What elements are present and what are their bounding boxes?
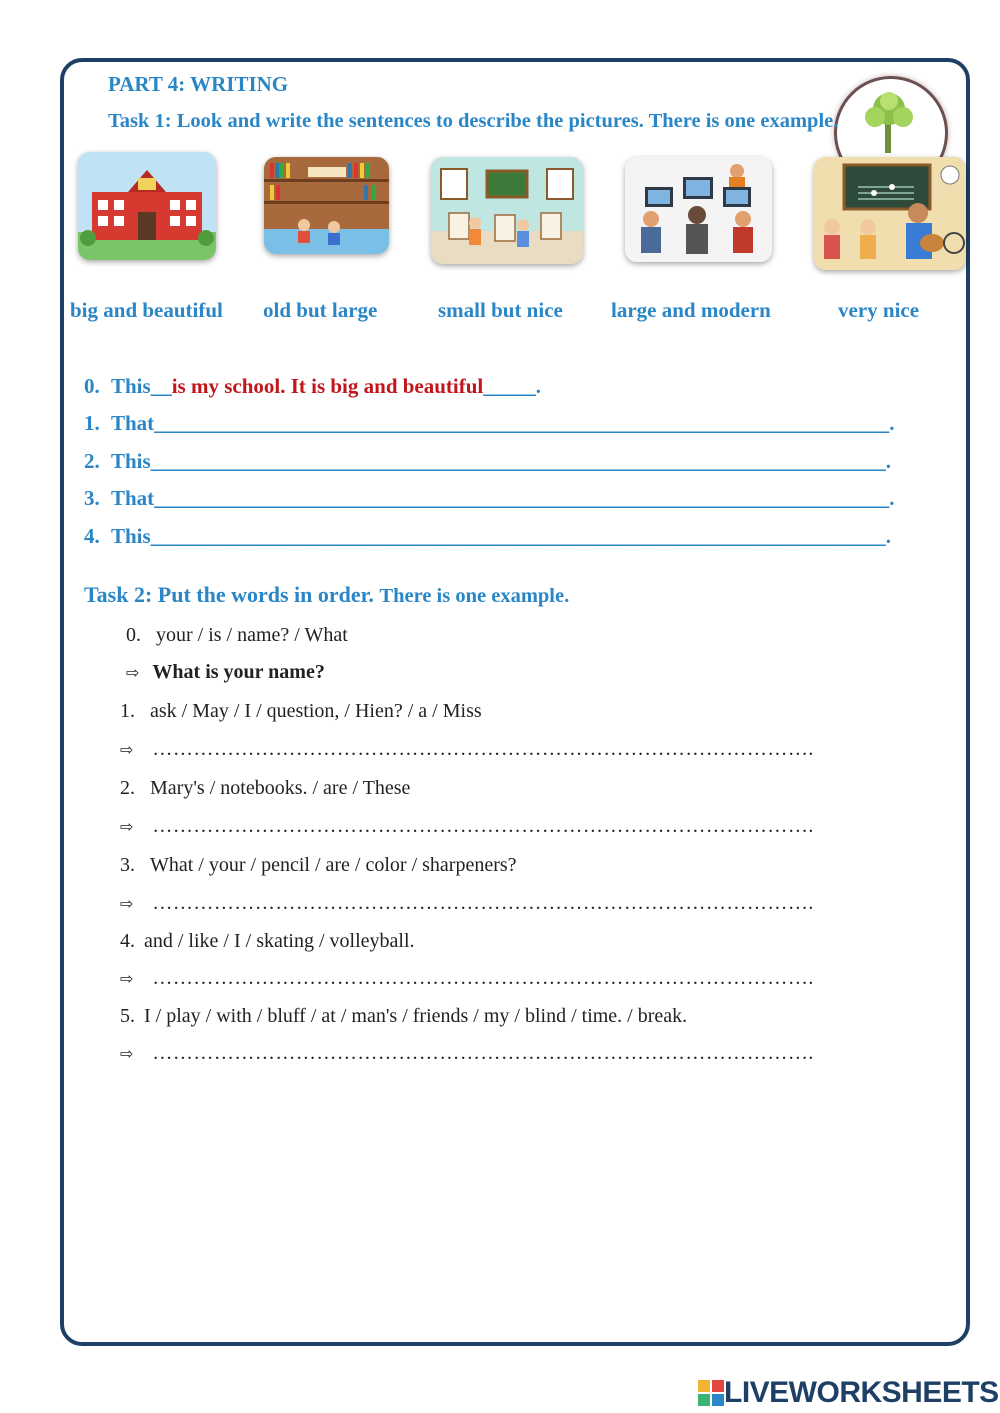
caption-5: very nice [838, 298, 920, 322]
answer-blank[interactable]: ______________________________________________________________________ [154, 411, 890, 435]
example-period: . [535, 374, 542, 398]
task1-line-3[interactable]: 3. That______________________________________________________________________. [84, 486, 895, 510]
picture-library [264, 157, 389, 254]
task2-answer-4[interactable] [120, 967, 814, 990]
task2-subtitle: There is one example. [379, 585, 570, 607]
answer-blank[interactable]: ______________________________________________________________________ [150, 449, 886, 473]
answer-blank[interactable]: ______________________________________________________________________ [154, 486, 890, 510]
arrow-icon: ⇨ [120, 969, 134, 988]
task1-title: Task 1: Look and write the sentences to describe the pictures. There is one example. [108, 110, 839, 132]
caption-1: big and beautiful [70, 298, 223, 322]
caption-4: large and modern [611, 298, 771, 322]
task1-example [84, 374, 541, 399]
liveworksheets-brand: LIVEWORKSHEETS [724, 1376, 999, 1409]
part-title: PART 4: WRITING [108, 72, 289, 96]
task2-answer-1[interactable] [120, 738, 814, 761]
task2-example-question: 0. your / is / name? / What [126, 624, 348, 646]
arrow-icon: ⇨ [120, 740, 134, 759]
task2-answer-3[interactable] [120, 892, 814, 915]
liveworksheets-icon [698, 1380, 724, 1406]
task2-question-2: 2. Mary's / notebooks. / are / These [120, 777, 411, 799]
example-answer: is my school. It is big and beautiful [171, 374, 484, 398]
task2-question-3: 3. What / your / pencil / are / color / sharpeners? [120, 854, 517, 876]
example-start: This [111, 374, 151, 398]
arrow-icon: ⇨ [120, 894, 134, 913]
example-gap: __ [150, 374, 172, 398]
answer-dots[interactable]: ……………………………………………………………………………………. [152, 815, 814, 837]
answer-dots[interactable]: ……………………………………………………………………………………. [152, 967, 814, 989]
picture-music-room [814, 157, 966, 270]
arrow-icon: ⇨ [120, 1044, 134, 1063]
liveworksheets-logo [698, 1376, 999, 1410]
task1-line-1[interactable]: 1. That______________________________________________________________________. [84, 411, 895, 435]
answer-dots[interactable]: ……………………………………………………………………………………. [152, 892, 814, 914]
picture-computer-room [625, 157, 772, 262]
task2-question-4: 4. and / like / I / skating / volleyball. [120, 930, 415, 952]
task2-answer-5[interactable] [120, 1042, 814, 1065]
arrow-icon: ⇨ [126, 663, 140, 682]
caption-2: old but large [263, 298, 378, 322]
arrow-icon: ⇨ [120, 817, 134, 836]
task2-question-1: 1. ask / May / I / question, / Hien? / a / Miss [120, 700, 482, 722]
answer-dots[interactable]: ……………………………………………………………………………………. [152, 738, 814, 760]
task2-title: Task 2: Put the words in order. There is one example. [84, 582, 570, 607]
picture-school [78, 152, 216, 260]
task1-line-4[interactable]: 4. This______________________________________________________________________. [84, 524, 891, 548]
caption-3: small but nice [438, 298, 563, 322]
task2-answer-2[interactable] [120, 815, 814, 838]
answer-blank[interactable]: ______________________________________________________________________ [150, 524, 886, 548]
example-number: 0. [84, 374, 100, 398]
task2-question-5: 5. I / play / with / bluff / at / man's / friends / my / blind / time. / break. [120, 1005, 688, 1027]
answer-dots[interactable]: ……………………………………………………………………………………. [152, 1042, 814, 1064]
picture-art-room [431, 157, 583, 264]
task2-example-answer: ⇨ What is your name? [126, 661, 325, 683]
example-gap-end: _____ [483, 374, 536, 398]
task1-line-2[interactable]: 2. This______________________________________________________________________. [84, 449, 891, 473]
